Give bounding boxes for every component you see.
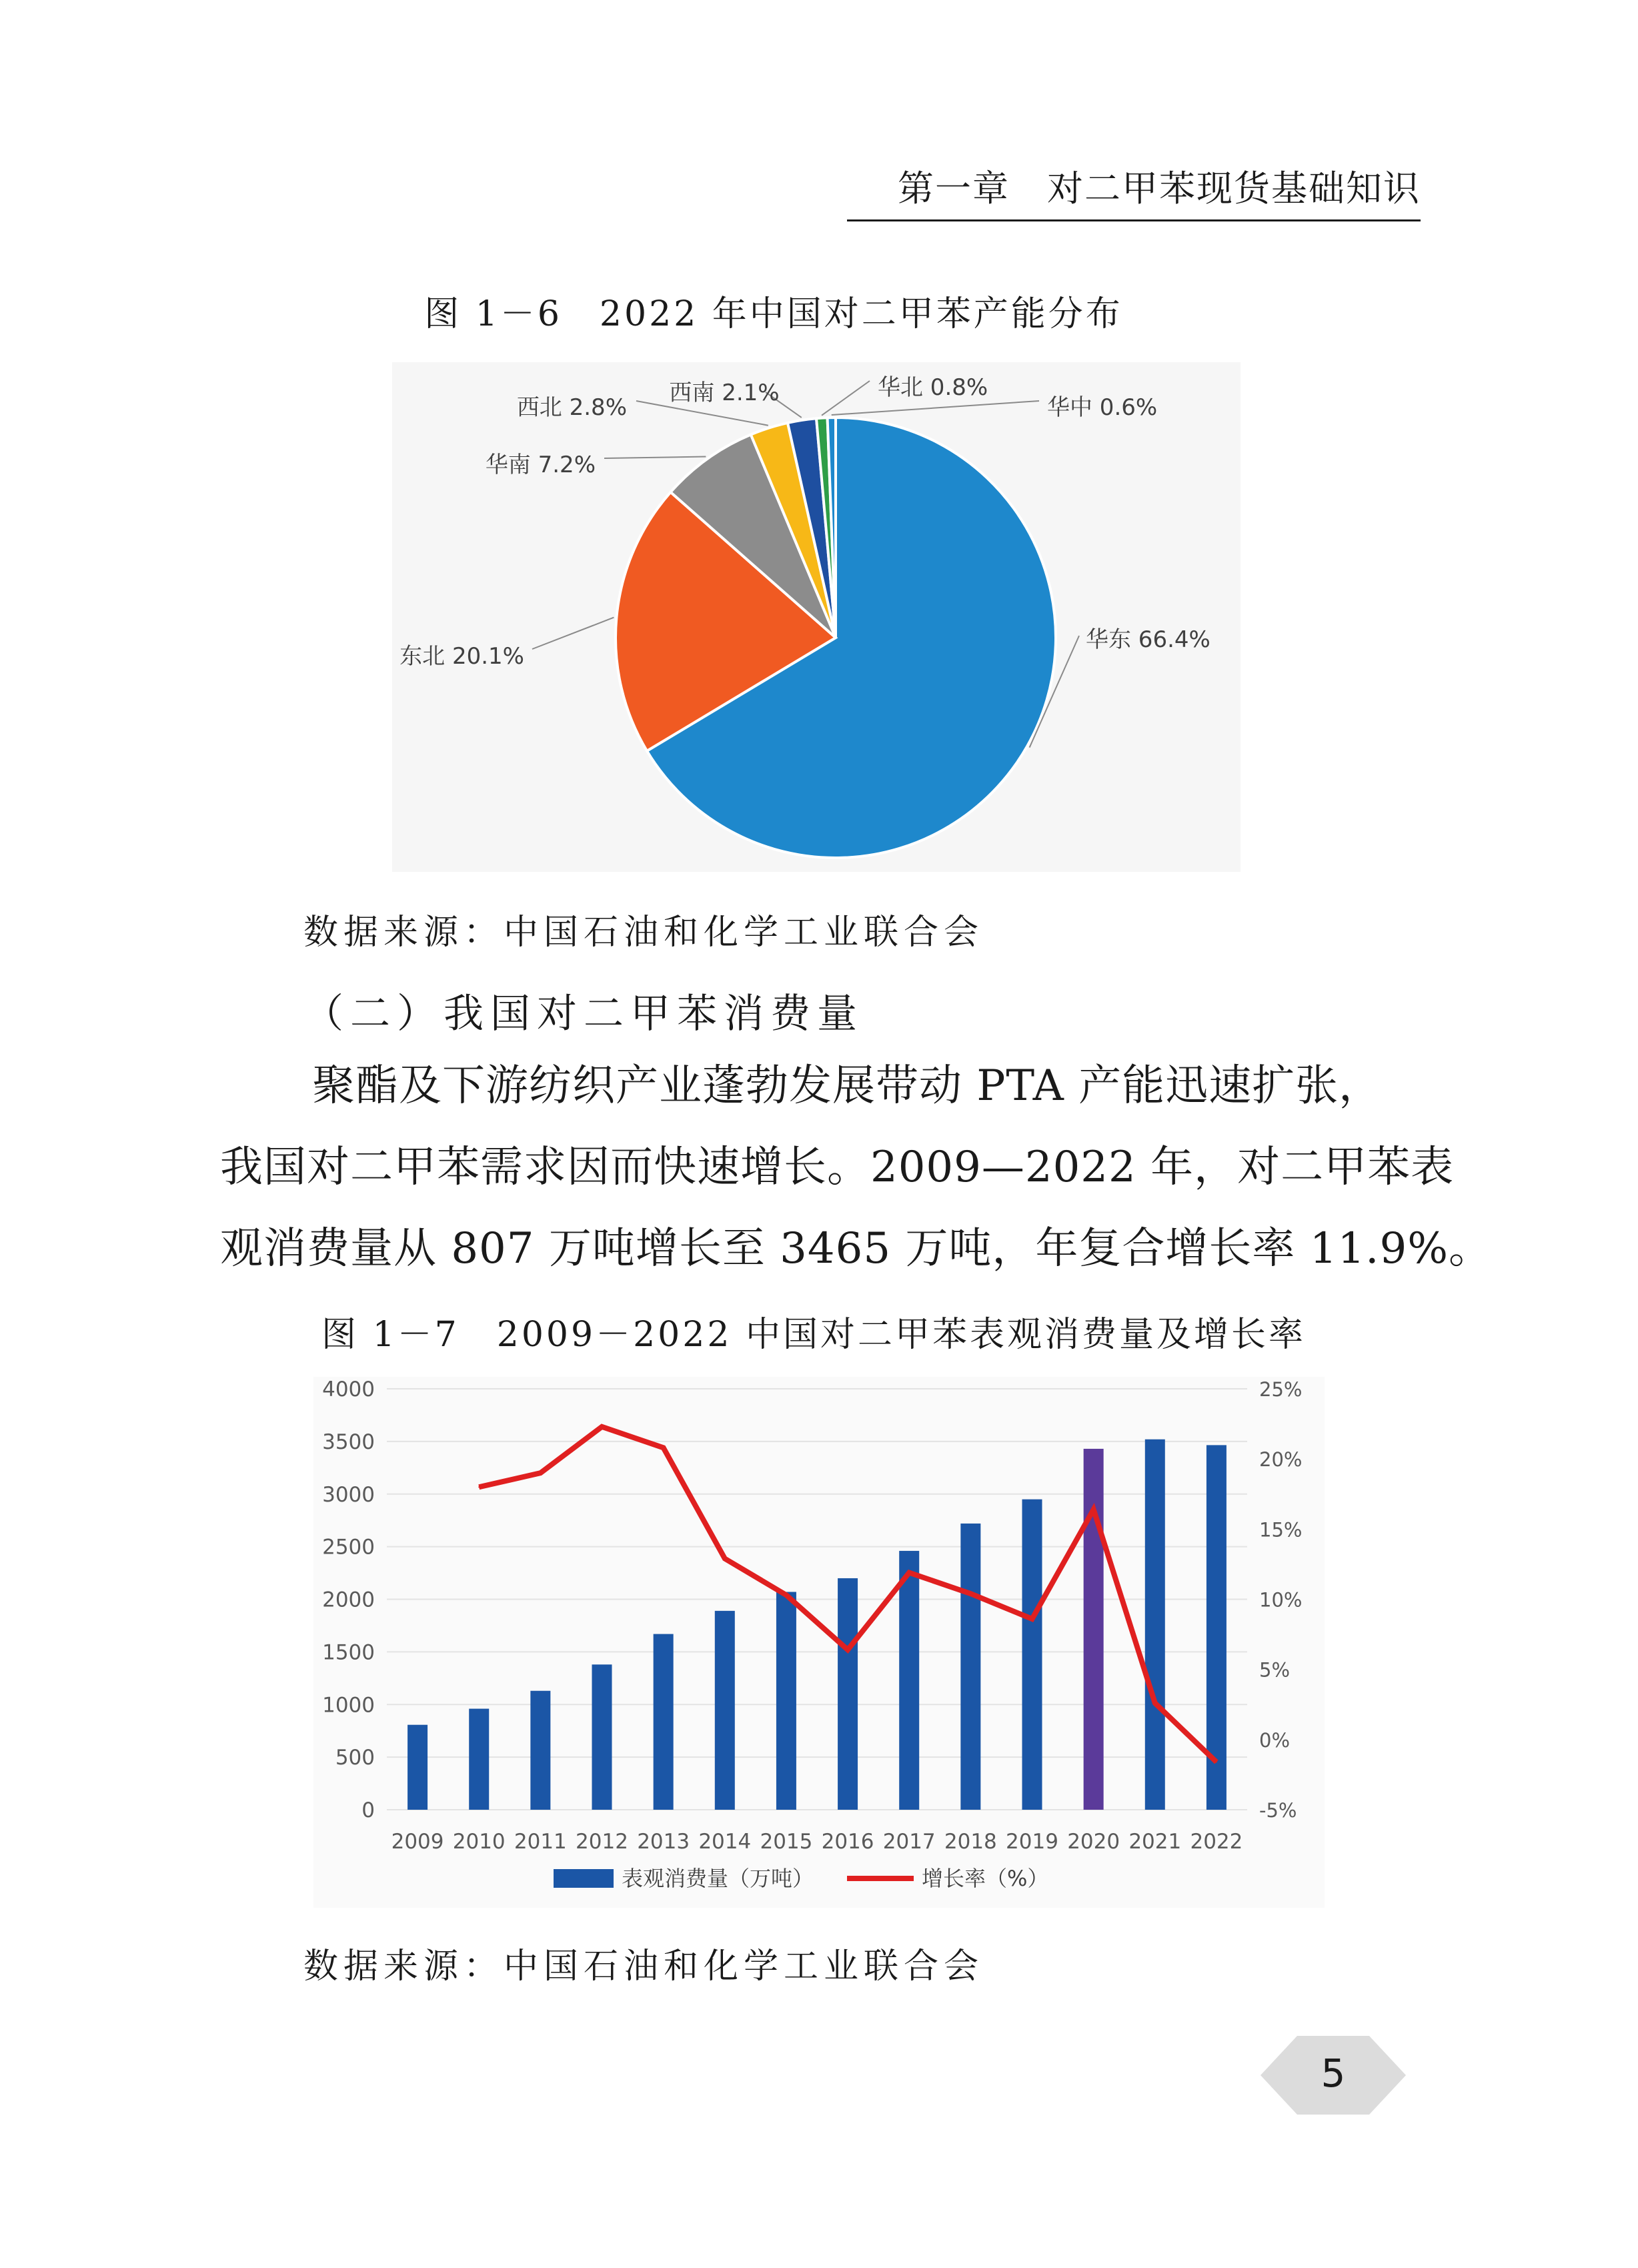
pie-label-西南: 西南 2.1% xyxy=(669,380,780,406)
x-tick-2011: 2011 xyxy=(514,1830,567,1854)
growth-point-2016 xyxy=(847,1649,848,1650)
page-number: 5 xyxy=(1321,2051,1346,2096)
x-tick-2009: 2009 xyxy=(391,1830,444,1854)
bar-2021 xyxy=(1145,1440,1165,1810)
figure-2-title: 图 1－7 2009－2022 中国对二甲苯表观消费量及增长率 xyxy=(321,1315,1306,1355)
legend-bar-swatch xyxy=(554,1869,614,1888)
y-right-tick: 20% xyxy=(1259,1448,1303,1472)
bar-2010 xyxy=(469,1709,489,1810)
y-right-tick: 25% xyxy=(1259,1378,1303,1401)
pie-label-华北: 华北 0.8% xyxy=(878,374,988,401)
bar-2019 xyxy=(1022,1500,1042,1810)
pie-label-华南: 华南 7.2% xyxy=(485,452,596,478)
combo-chart xyxy=(313,1377,1325,1908)
paragraph-line-1: 聚酯及下游纺织产业蓬勃发展带动 PTA 产能迅速扩张， xyxy=(312,1061,1383,1111)
y-left-tick: 0 xyxy=(361,1798,375,1822)
growth-point-2010 xyxy=(478,1486,480,1488)
combo-chart-panel xyxy=(313,1377,1325,1908)
y-left-tick: 2000 xyxy=(322,1588,375,1612)
growth-point-2022 xyxy=(1216,1761,1217,1762)
bar-2016 xyxy=(838,1578,858,1810)
pie-chart-panel xyxy=(392,362,1241,872)
growth-point-2018 xyxy=(970,1593,971,1594)
pie-label-东北: 东北 20.1% xyxy=(399,643,524,670)
pie-leader-line xyxy=(832,401,1039,415)
y-right-tick: 0% xyxy=(1259,1728,1291,1752)
pie-label-华中: 华中 0.6% xyxy=(1047,394,1158,421)
growth-point-2017 xyxy=(908,1572,910,1574)
figure-2-source: 数据来源：中国石油和化学工业联合会 xyxy=(303,1946,984,1987)
bar-2015 xyxy=(776,1592,796,1810)
x-tick-2012: 2012 xyxy=(576,1830,628,1854)
x-tick-2019: 2019 xyxy=(1006,1830,1058,1854)
x-tick-2013: 2013 xyxy=(637,1830,690,1854)
page-number-badge xyxy=(1261,2036,1406,2115)
bar-2014 xyxy=(715,1611,735,1810)
x-tick-2021: 2021 xyxy=(1128,1830,1182,1854)
x-tick-2010: 2010 xyxy=(452,1830,506,1854)
x-tick-2022: 2022 xyxy=(1190,1830,1243,1854)
section-heading: （二）我国对二甲苯消费量 xyxy=(303,991,864,1037)
x-tick-2014: 2014 xyxy=(698,1830,752,1854)
y-left-tick: 1000 xyxy=(322,1693,375,1718)
growth-point-2011 xyxy=(540,1472,541,1474)
x-tick-2020: 2020 xyxy=(1067,1830,1120,1854)
y-right-tick: 15% xyxy=(1259,1518,1303,1542)
pie-leader-line xyxy=(532,618,614,649)
figure-1-source: 数据来源：中国石油和化学工业联合会 xyxy=(303,913,984,953)
y-left-tick: 1500 xyxy=(322,1640,375,1665)
pie-leader-line xyxy=(822,381,870,416)
y-left-tick: 3000 xyxy=(322,1482,375,1507)
y-right-tick: -5% xyxy=(1259,1799,1297,1822)
growth-point-2020 xyxy=(1093,1509,1094,1510)
legend-bar-label: 表观消费量（万吨） xyxy=(622,1866,814,1891)
x-tick-2015: 2015 xyxy=(760,1830,813,1854)
growth-point-2019 xyxy=(1032,1618,1033,1620)
bar-2013 xyxy=(654,1634,674,1810)
pie-label-华东: 华东 66.4% xyxy=(1086,626,1210,653)
y-left-tick: 2500 xyxy=(322,1535,375,1560)
y-right-tick: 5% xyxy=(1259,1658,1291,1682)
legend-line-label: 增长率（%） xyxy=(922,1866,1049,1891)
growth-point-2012 xyxy=(602,1426,603,1428)
growth-point-2021 xyxy=(1154,1702,1156,1704)
y-left-tick: 3500 xyxy=(322,1430,375,1454)
bar-2017 xyxy=(899,1551,919,1810)
paragraph-line-3: 观消费量从 807 万吨增长至 3465 万吨，年复合增长率 11.9%。 xyxy=(220,1224,1493,1273)
x-tick-2018: 2018 xyxy=(944,1830,997,1854)
x-tick-2017: 2017 xyxy=(882,1830,936,1854)
growth-point-2015 xyxy=(786,1594,787,1596)
bar-2011 xyxy=(530,1691,550,1810)
pie-chart xyxy=(392,362,1241,872)
y-right-tick: 10% xyxy=(1259,1588,1303,1612)
figure-1-title: 图 1－6 2022 年中国对二甲苯产能分布 xyxy=(424,294,1123,334)
growth-point-2013 xyxy=(663,1447,664,1448)
pie-leader-line xyxy=(604,457,706,458)
y-left-tick: 4000 xyxy=(322,1377,375,1401)
bar-2012 xyxy=(592,1664,612,1810)
paragraph-line-2: 我国对二甲苯需求因而快速增长。2009—2022 年，对二甲苯表 xyxy=(220,1143,1455,1192)
x-tick-2016: 2016 xyxy=(821,1830,874,1854)
growth-point-2014 xyxy=(724,1558,726,1560)
bar-2020 xyxy=(1084,1449,1104,1810)
running-head: 第一章 对二甲苯现货基础知识 xyxy=(847,160,1421,221)
y-left-tick: 500 xyxy=(335,1746,375,1770)
bar-2018 xyxy=(960,1524,980,1810)
bar-2009 xyxy=(407,1725,428,1810)
pie-label-西北: 西北 2.8% xyxy=(516,394,627,421)
